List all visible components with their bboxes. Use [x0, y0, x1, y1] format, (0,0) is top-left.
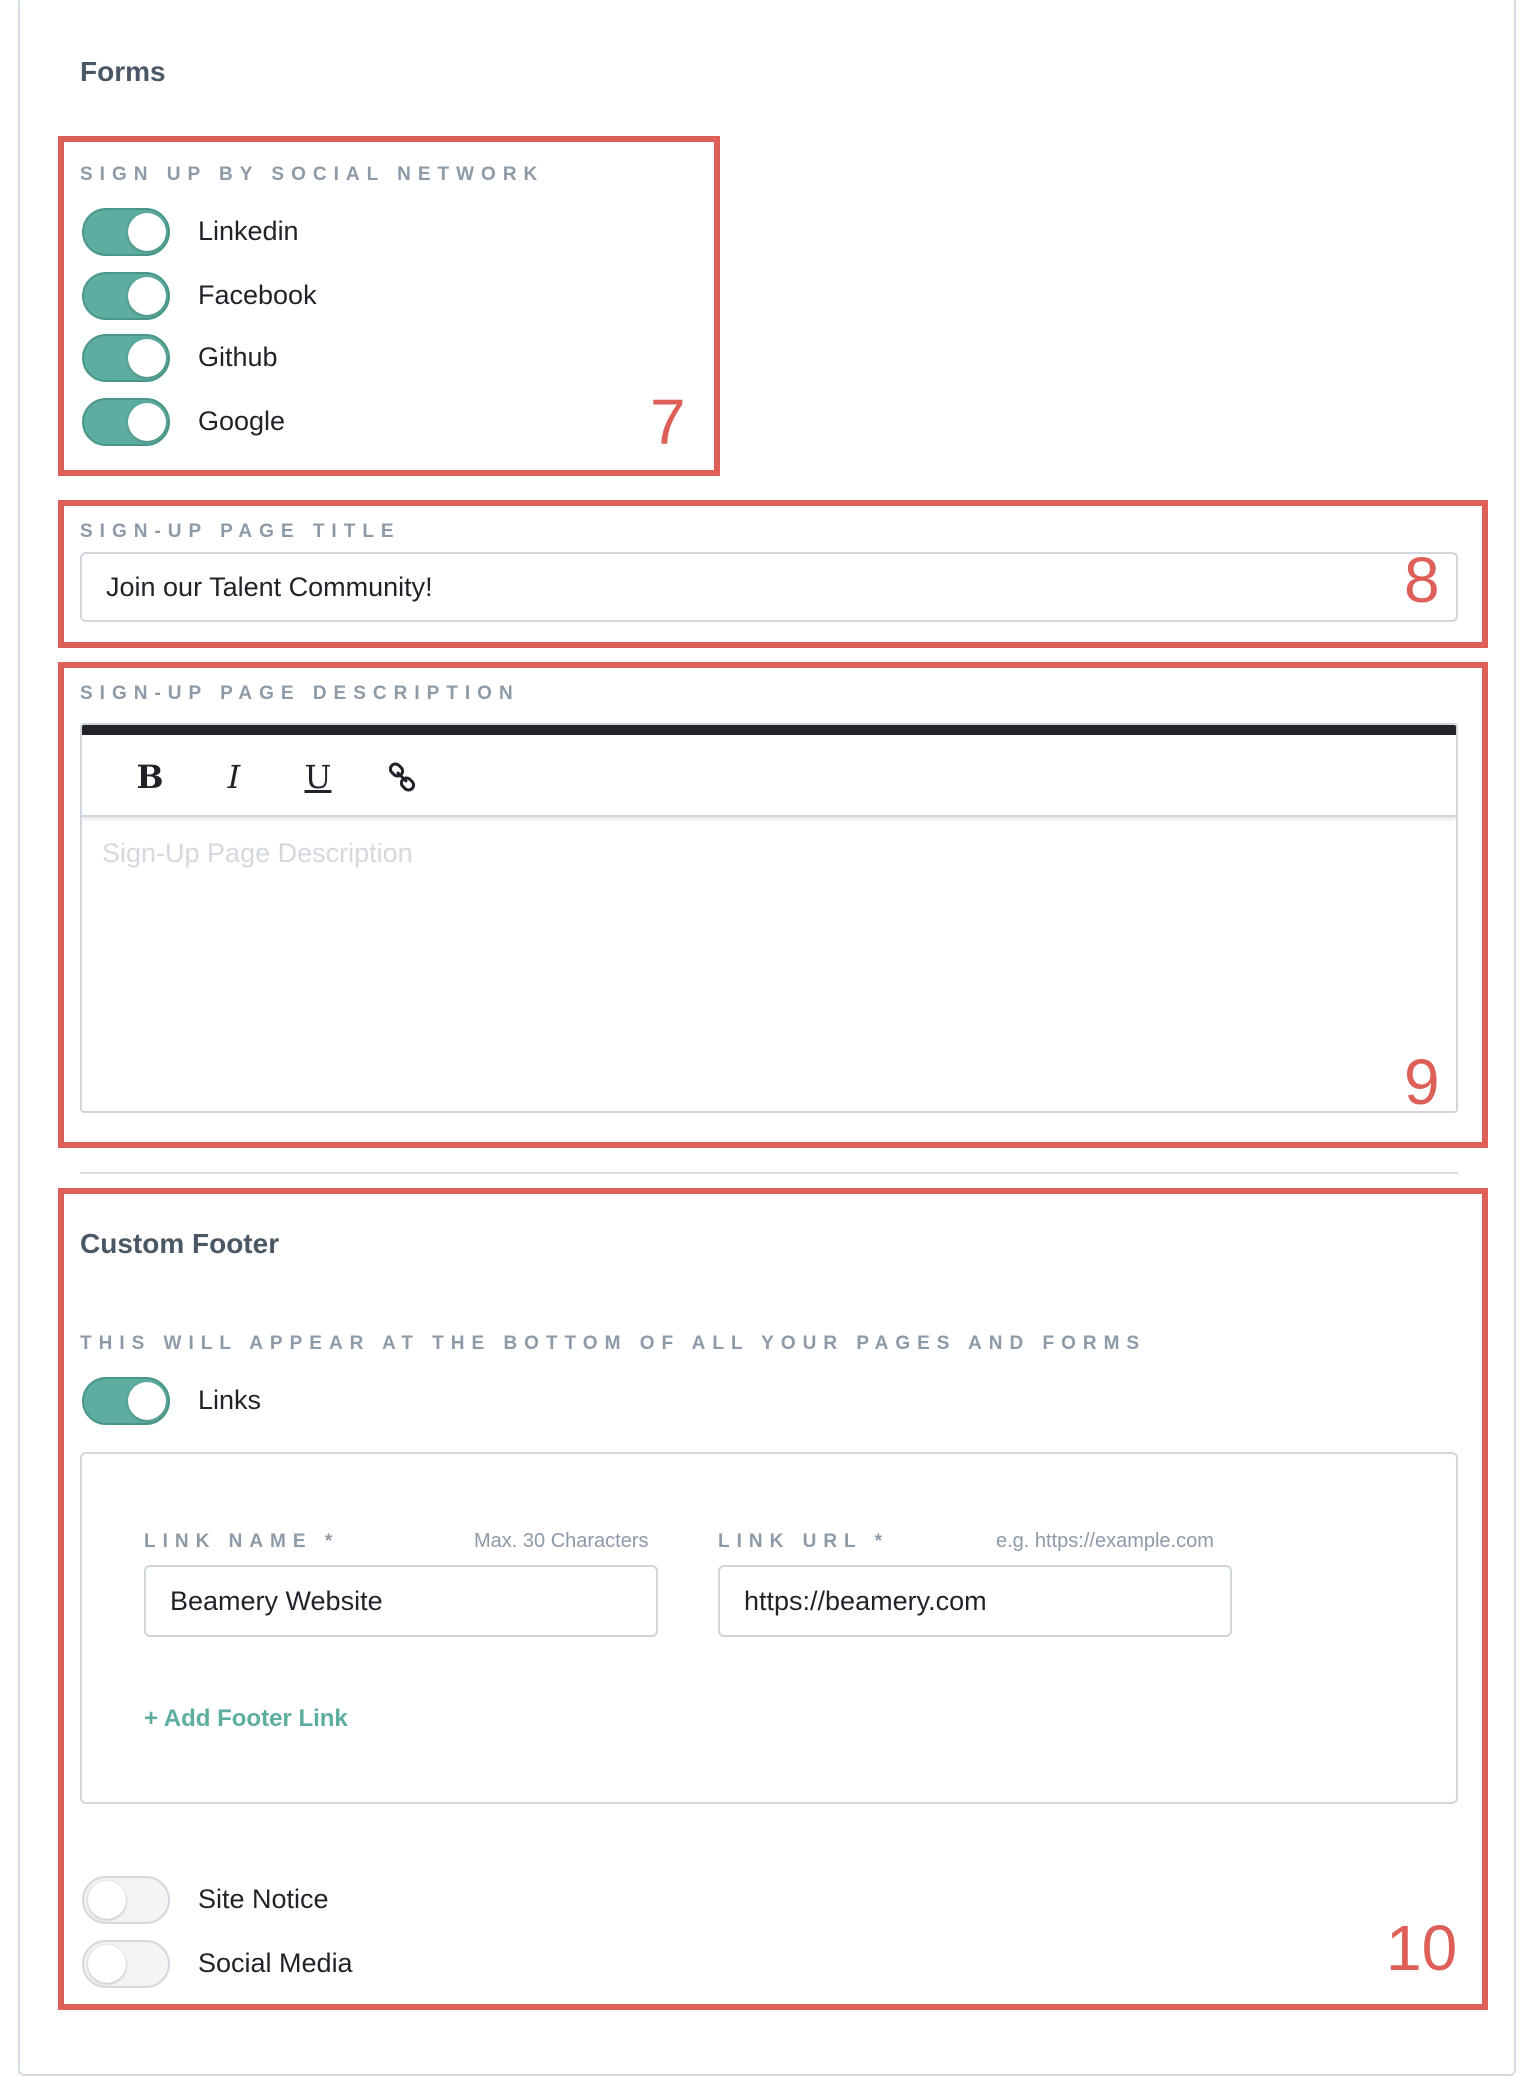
bold-button[interactable]: B: [136, 758, 164, 796]
description-placeholder[interactable]: Sign-Up Page Description: [102, 838, 413, 868]
section-divider: [80, 1172, 1458, 1174]
link-url-input[interactable]: https://beamery.com: [718, 1565, 1232, 1637]
forms-title: Forms: [80, 56, 166, 87]
links-label: Links: [198, 1385, 262, 1415]
underline-button[interactable]: U: [304, 758, 332, 796]
add-footer-link-button[interactable]: + Add Footer Link: [144, 1705, 348, 1732]
annotation-box-9: [58, 662, 1488, 1148]
annotation-number-7: 7: [650, 386, 686, 458]
page-description-label: SIGN-UP PAGE DESCRIPTION: [80, 683, 520, 704]
github-label: Github: [198, 342, 278, 372]
annotation-number-10: 10: [1386, 1912, 1458, 1984]
italic-button[interactable]: I: [227, 758, 241, 796]
link-name-input[interactable]: Beamery Website: [144, 1565, 658, 1637]
link-url-label: LINK URL *: [718, 1531, 889, 1552]
page-title-input[interactable]: Join our Talent Community!: [80, 552, 1458, 622]
site-notice-label: Site Notice: [198, 1884, 329, 1914]
social-media-label: Social Media: [198, 1948, 353, 1978]
google-label: Google: [198, 406, 286, 436]
annotation-box-7: [58, 136, 720, 476]
annotation-box-10: [58, 1188, 1488, 2010]
link-url-hint: e.g. https://example.com: [996, 1530, 1214, 1552]
linkedin-label: Linkedin: [198, 216, 299, 246]
page-title-label: SIGN-UP PAGE TITLE: [80, 521, 401, 542]
annotation-number-8: 8: [1404, 544, 1440, 616]
custom-footer-title: Custom Footer: [80, 1228, 280, 1259]
annotation-box-8: [58, 500, 1488, 648]
link-name-hint: Max. 30 Characters: [474, 1530, 649, 1552]
annotation-number-9: 9: [1404, 1046, 1440, 1118]
facebook-label: Facebook: [198, 280, 317, 310]
footer-subtitle: THIS WILL APPEAR AT THE BOTTOM OF ALL YOUR PAGES AND FORMS: [80, 1333, 1147, 1354]
link-name-label: LINK NAME *: [144, 1531, 340, 1552]
social-signup-heading: SIGN UP BY SOCIAL NETWORK: [80, 164, 545, 185]
